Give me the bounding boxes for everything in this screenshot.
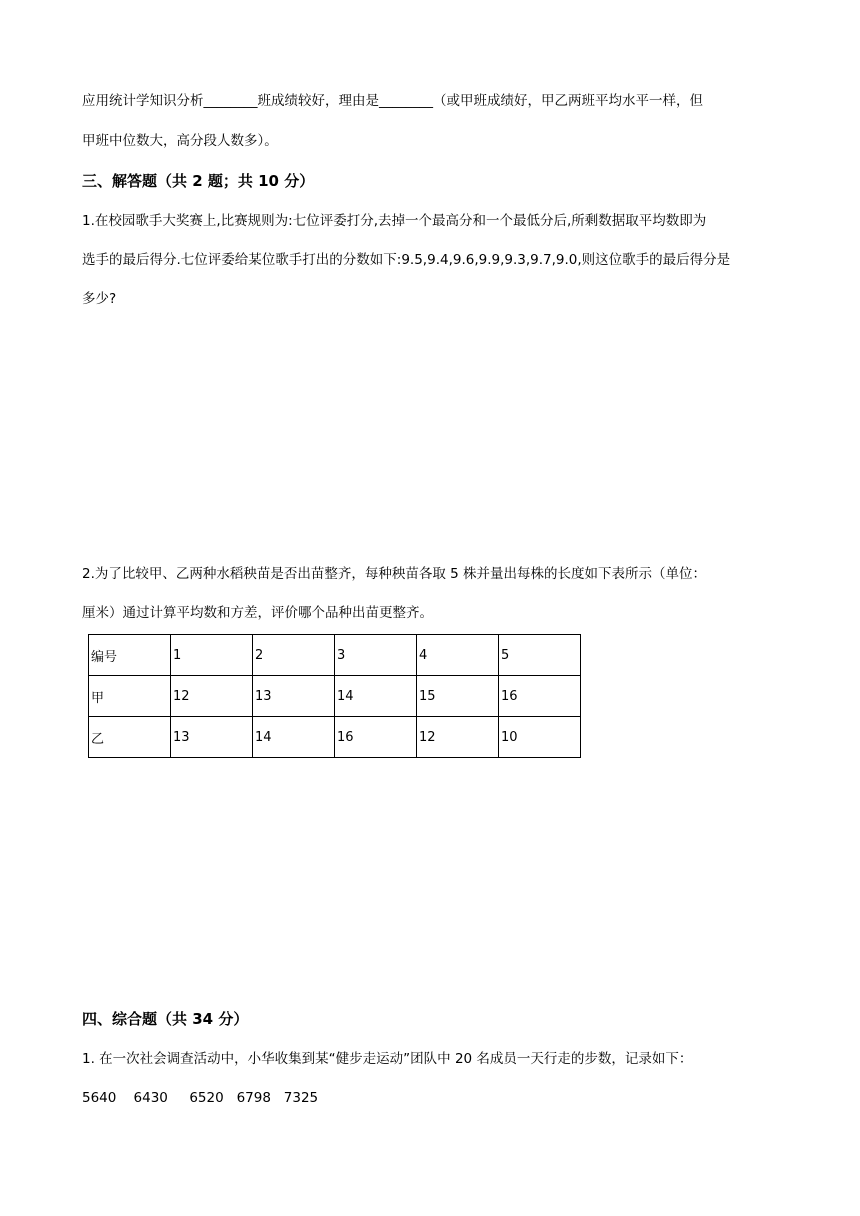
section3-heading: 三、解答题（共 2 题；共 10 分） — [82, 172, 315, 190]
table-cell: 13 — [253, 676, 335, 717]
table-cell: 14 — [253, 717, 335, 758]
q2-line-1: 2.为了比较甲、乙两种水稻秧苗是否出苗整齐，每种秧苗各取 5 株并量出每株的长度如下表所示（单位： — [82, 566, 707, 582]
q1-line-3: 多少? — [82, 291, 117, 307]
table-cell: 14 — [335, 676, 417, 717]
q1-line-1: 1.在校园歌手大奖赛上,比赛规则为:七位评委打分,去掉一个最高分和一个最低分后,所剩数据取平均数即为 — [82, 213, 707, 229]
table-cell: 2 — [253, 635, 335, 676]
s4-q1-step-counts: 5640 6430 6520 6798 7325 — [82, 1090, 319, 1106]
section2-tail-line-2: 甲班中位数大，高分段人数多）。 — [82, 133, 278, 149]
table-cell: 5 — [499, 635, 581, 676]
table-header-row — [89, 635, 581, 676]
q1-line-2: 选手的最后得分.七位评委给某位歌手打出的分数如下:9.5,9.4,9.6,9.9,9.3,9.7,9.0,则这位歌手的最后得分是 — [82, 252, 731, 268]
table-cell: 10 — [499, 717, 581, 758]
s4-q1-line-1: 1. 在一次社会调查活动中，小华收集到某“健步走运动”团队中 20 名成员一天行走的步数，记录如下： — [82, 1051, 693, 1067]
table-cell: 1 — [171, 635, 253, 676]
seedling-length-table — [88, 634, 581, 758]
table-cell: 3 — [335, 635, 417, 676]
section2-tail-line-1: 应用统计学知识分析________班成绩较好，理由是________（或甲班成绩好，甲乙两班平均水平一样，但 — [82, 93, 703, 109]
q2-line-2: 厘米）通过计算平均数和方差，评价哪个品种出苗更整齐。 — [82, 605, 433, 621]
table-cell: 12 — [171, 676, 253, 717]
table-cell: 编号 — [89, 635, 171, 676]
table-cell: 12 — [417, 717, 499, 758]
section4-heading: 四、综合题（共 34 分） — [82, 1010, 249, 1028]
table-cell: 16 — [335, 717, 417, 758]
table-cell: 甲 — [89, 676, 171, 717]
table-cell: 4 — [417, 635, 499, 676]
table-cell: 乙 — [89, 717, 171, 758]
table-row — [89, 717, 581, 758]
table-cell: 16 — [499, 676, 581, 717]
table-row — [89, 676, 581, 717]
table-cell: 15 — [417, 676, 499, 717]
table-cell: 13 — [171, 717, 253, 758]
